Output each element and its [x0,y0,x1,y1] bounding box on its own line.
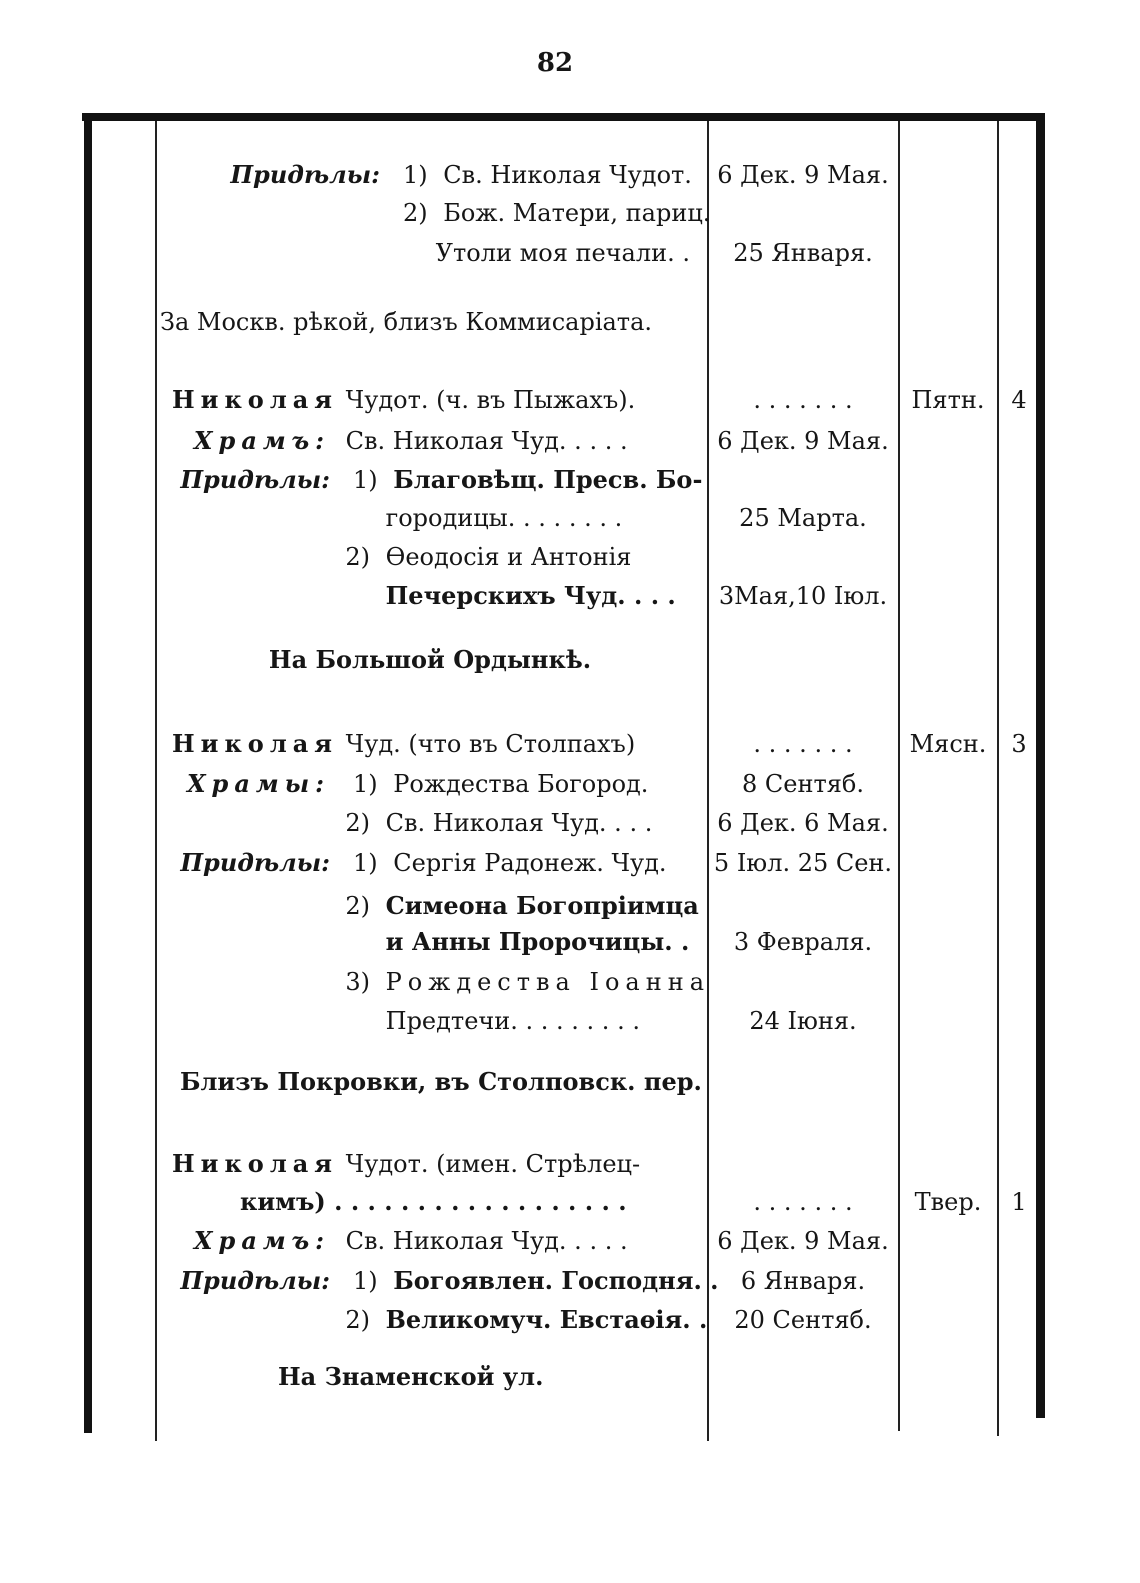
location-line: За Москв. рѣкой, близъ Коммисаріата. [160,308,653,336]
feast-date: 25 Марта. [739,504,867,532]
row-number: 1) [353,770,378,798]
table-row [160,886,700,926]
row-text: Великомуч. Евстаѳія. . [385,1305,708,1334]
row-label: Храмы: [186,769,330,798]
feast-date: 8 Сентяб. [742,770,864,798]
row-text: Ѳеодосія и Антонія [385,543,632,571]
table-row [160,1221,700,1261]
table-row [160,803,700,843]
location-line: Близъ Покровки, въ Столповск. пер. [180,1067,702,1096]
table-row [160,1261,719,1301]
feast-date: 6 Дек. 9 Мая. [717,427,889,455]
row-number: 1) [403,161,428,189]
feast-date: 6 Дек. 9 Мая. [717,161,889,189]
row-text: Св. Николая Чуд. . . . . [345,427,628,455]
church-desc: Чудот. (ч. въ Пыжахъ). [345,386,636,414]
row-text: Св. Николая Чуд. . . . . [345,1227,628,1255]
church-name: Николая [172,1149,339,1178]
row-text: Богоявлен. Господня. . [393,1266,719,1295]
row-text: Печерскихъ Чуд. . . . [385,581,676,610]
row-label: Храмъ: [193,426,330,455]
church-desc: Чуд. (что въ Столпахъ) [345,730,636,758]
row-number: 3) [345,968,370,996]
row-number: 2) [345,892,370,920]
church-heading [160,1144,700,1184]
feast-date: . . . . . . . [753,730,853,758]
table-row [160,576,700,616]
feast-date: 3Мая,10 Іюл. [718,582,888,610]
table-top-rule [82,113,1044,121]
district-number: 1 [1011,1188,1027,1216]
district-number: 4 [1011,386,1027,414]
feast-date: 3 Февраля. [733,928,873,956]
church-heading [160,724,700,764]
row-text: Благовѣщ. Пресв. Бо- [393,465,703,494]
weekday: Мясн. [909,730,987,758]
feast-date: 24 Іюня. [749,1007,857,1035]
row-text: Рождества Богород. [393,770,649,798]
feast-date: 6 Января. [740,1267,866,1295]
row-text: городицы. . . . . . . . [385,504,623,532]
row-text: Утоли моя печали. . [435,239,690,267]
table-row [160,537,700,577]
column-divider [898,121,900,1431]
feast-date: 20 Сентяб. [734,1306,872,1334]
row-number: 2) [345,543,370,571]
table-row [160,460,703,500]
feast-date: 6 Дек. 6 Мая. [717,809,889,837]
feast-date: . . . . . . . [753,386,853,414]
table-right-rule [1036,113,1045,1418]
location-line: На Большой Ордынкѣ. [268,645,592,674]
table-row [160,1300,708,1340]
row-text: и Анны Пророчицы. . [385,927,690,956]
feast-date: . . . . . . . [753,1188,853,1216]
table-row [160,1182,700,1222]
table-row [160,155,700,195]
row-label: Придѣлы: [180,1266,330,1295]
row-number: 1) [353,1267,378,1295]
row-text: Рождества Іоанна [385,968,711,996]
table-row [160,233,700,273]
weekday: Пятн. [911,386,985,414]
feast-date: 25 Января. [733,239,873,267]
row-number: 2) [345,1306,370,1334]
church-heading [160,380,700,420]
page-number: 82 [536,48,574,78]
table-row [160,498,700,538]
district-number: 3 [1011,730,1027,758]
table-row [160,922,700,962]
row-label: Придѣлы: [180,848,330,877]
table-row [160,962,711,1002]
table-row [160,193,711,233]
row-number: 2) [403,199,428,227]
row-label: Храмъ: [193,1226,330,1255]
church-name: Николая [172,385,339,414]
row-text: Сергія Радонеж. Чуд. [393,849,667,877]
row-text: кимъ) . . . . . . . . . . . . . . . . . . [240,1187,627,1216]
table-left-rule [84,113,92,1433]
weekday: Твер. [914,1188,982,1216]
row-number: 1) [353,849,378,877]
row-number: 2) [345,809,370,837]
location-line: На Знаменской ул. [278,1362,544,1391]
church-desc: Чудот. (имен. Стрѣлец- [345,1150,641,1178]
row-text: Св. Николая Чудот. [443,161,692,189]
table-row [160,764,700,804]
row-number: 1) [353,466,378,494]
row-label: Придѣлы: [180,465,330,494]
row-text: Бож. Матери, париц. [443,199,711,227]
feast-date: 5 Іюл. 25 Сен. [713,849,893,877]
feast-date: 6 Дек. 9 Мая. [717,1227,889,1255]
column-divider [707,121,709,1441]
church-name: Николая [172,729,339,758]
column-divider [997,121,999,1436]
table-row [160,843,700,883]
row-text: Предтечи. . . . . . . . . [385,1007,640,1035]
row-text: Св. Николая Чуд. . . . [385,809,653,837]
table-row [160,1001,700,1041]
table-row [160,421,700,461]
column-divider [155,121,157,1441]
row-text: Симеона Богопріимца [385,891,699,920]
row-label: Придѣлы: [230,160,380,189]
